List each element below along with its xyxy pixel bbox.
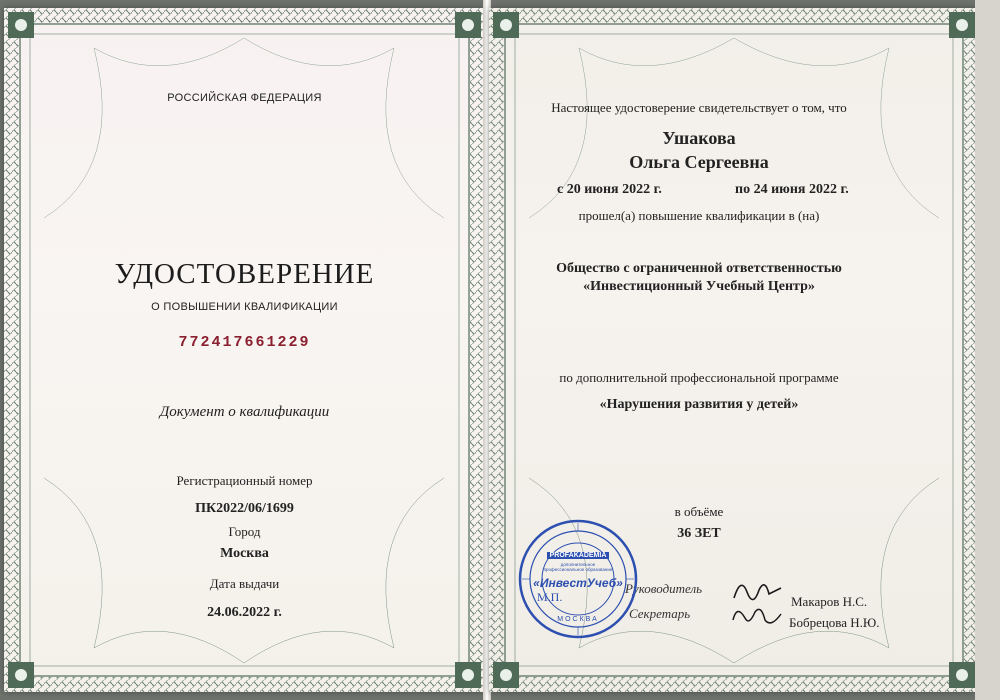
program-name: «Нарушения развития у детей»: [599, 397, 799, 412]
document-title: УДОСТОВЕРЕНИЕ: [114, 258, 375, 290]
page-stack-edge: [975, 0, 1000, 700]
secretary-label: Секретарь: [629, 606, 691, 621]
volume-label: в объёме: [674, 504, 724, 519]
issue-date: 24.06.2022 г.: [207, 605, 282, 620]
volume-value: 36 ЗЕТ: [677, 526, 721, 541]
country-label: РОССИЙСКАЯ ФЕДЕРАЦИЯ: [167, 92, 322, 104]
right-page: [489, 8, 979, 692]
passed-text: прошел(а) повышение квалификации в (на): [578, 208, 820, 223]
date-from: с 20 июня 2022 г.: [557, 182, 662, 197]
signature-secretary: [727, 598, 787, 638]
org-line-1: Общество с ограниченной ответственностью: [556, 261, 842, 276]
org-line-2: «Инвестиционный Учебный Центр»: [583, 279, 815, 294]
program-label: по дополнительной профессиональной программе: [559, 370, 839, 385]
intro-text: Настоящее удостоверение свидетельствует о том, что: [551, 100, 847, 115]
document-type: Документ о квалификации: [159, 404, 330, 420]
date-to: по 24 июня 2022 г.: [735, 182, 849, 197]
city-value: Москва: [220, 546, 269, 561]
document-subtitle: О ПОВЫШЕНИИ КВАЛИФИКАЦИИ: [151, 301, 338, 313]
reg-number-label: Регистрационный номер: [176, 473, 313, 488]
serial-number: 772417661229: [178, 334, 311, 351]
head-name: Макаров Н.С.: [791, 594, 868, 609]
reg-number: ПК2022/06/1699: [195, 501, 294, 516]
secretary-name: Бобрецова Н.Ю.: [789, 615, 880, 630]
left-page: [4, 8, 485, 692]
holder-surname: Ушакова: [662, 128, 736, 148]
stamp-city: МОСКВА: [557, 616, 599, 623]
stamp-org: «ИнвестУчеб»: [533, 576, 623, 590]
stamp-brand: PROFAKADEMIA: [547, 552, 610, 559]
head-label: Руководитель: [625, 581, 703, 596]
official-stamp: [517, 518, 639, 640]
holder-given-names: Ольга Сергеевна: [629, 152, 769, 172]
stamp-mp: М.П.: [537, 590, 563, 604]
stamp-small-text: дополнительное профессиональное образование: [543, 562, 613, 572]
city-label: Город: [228, 524, 261, 539]
issue-date-label: Дата выдачи: [209, 576, 280, 591]
